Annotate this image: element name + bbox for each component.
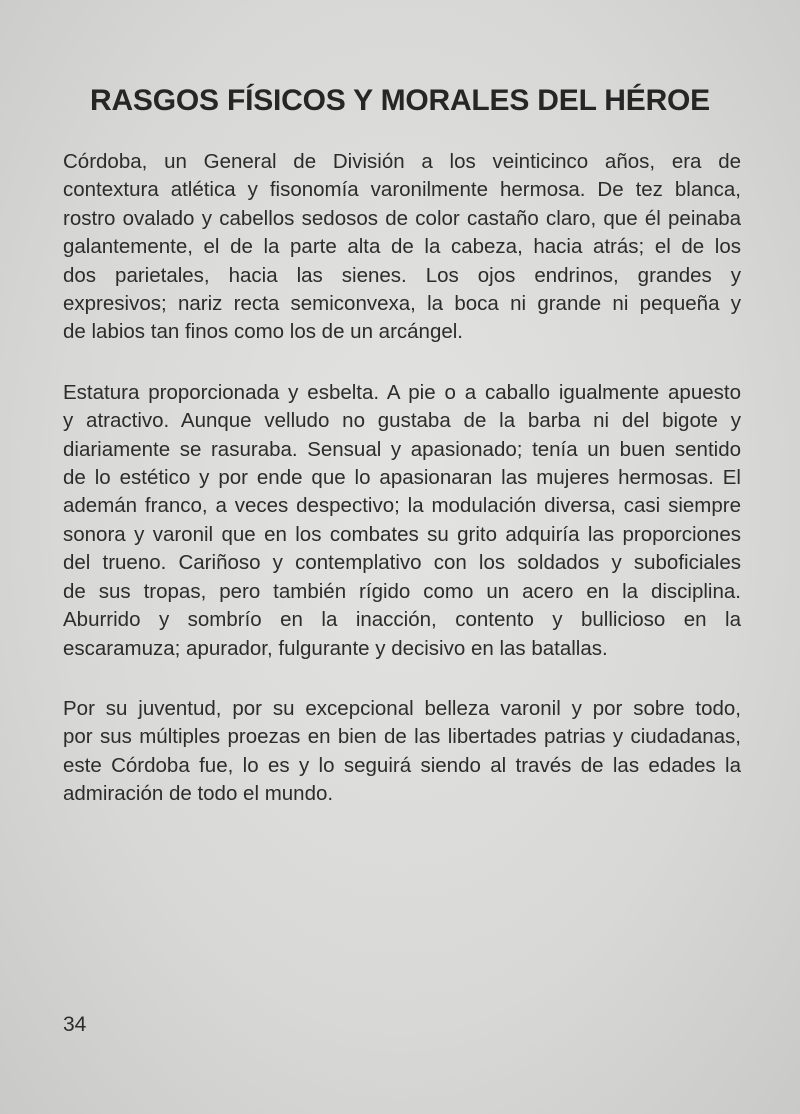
text-line: rostro ovalado y cabellos sedosos de color castaño claro, que él peinaba [63,206,741,230]
text-line: dos parietales, hacia las sienes. Los ojos endrinos, grandes y [63,263,741,287]
text-line: ademán franco, a veces despectivo; la modulación diversa, casi siempre [63,494,741,518]
text-line: de sus tropas, pero también rígido como un acero en la disciplina. [63,579,741,603]
text-line: de labios tan finos como los de un arcángel. [63,320,464,344]
paragraph-1 [63,148,741,347]
text-line: expresivos; nariz recta semiconvexa, la boca ni grande ni pequeña y [63,292,741,316]
body-text [63,148,741,841]
text-line: este Córdoba fue, lo es y lo seguirá siendo al través de las edades la [63,753,741,777]
text-line: del trueno. Cariñoso y contemplativo con los soldados y suboficiales [63,551,741,575]
paragraph-3 [63,695,741,809]
text-line: Estatura proporcionada y esbelta. A pie o a caballo igualmente apuesto [63,380,741,404]
text-line: galantemente, el de la parte alta de la cabeza, hacia atrás; el de los [63,235,741,259]
page-title: RASGOS FÍSICOS Y MORALES DEL HÉROE [90,84,710,117]
page-number: 34 [63,1013,87,1036]
text-line: y atractivo. Aunque velludo no gustaba de la barba ni del bigote y [63,409,741,433]
text-line: admiración de todo el mundo. [63,782,334,806]
text-line: contextura atlética y fisonomía varonilmente hermosa. De tez blanca, [63,178,741,202]
text-line: de lo estético y por ende que lo apasionaran las mujeres hermosas. El [63,466,741,490]
text-line: diariamente se rasuraba. Sensual y apasionado; tenía un buen sentido [63,437,741,461]
text-line: Por su juventud, por su excepcional belleza varonil y por sobre todo, [63,696,741,720]
text-line: sonora y varonil que en los combates su grito adquiría las proporciones [63,522,741,546]
text-line: Aburrido y sombrío en la inacción, contento y bullicioso en la [63,608,741,632]
text-line: escaramuza; apurador, fulgurante y decisivo en las batallas. [63,636,608,660]
text-line: Córdoba, un General de División a los veinticinco años, era de [63,150,741,173]
paragraph-2 [63,379,741,663]
text-line: por sus múltiples proezas en bien de las libertades patrias y ciudadanas, [63,725,741,749]
